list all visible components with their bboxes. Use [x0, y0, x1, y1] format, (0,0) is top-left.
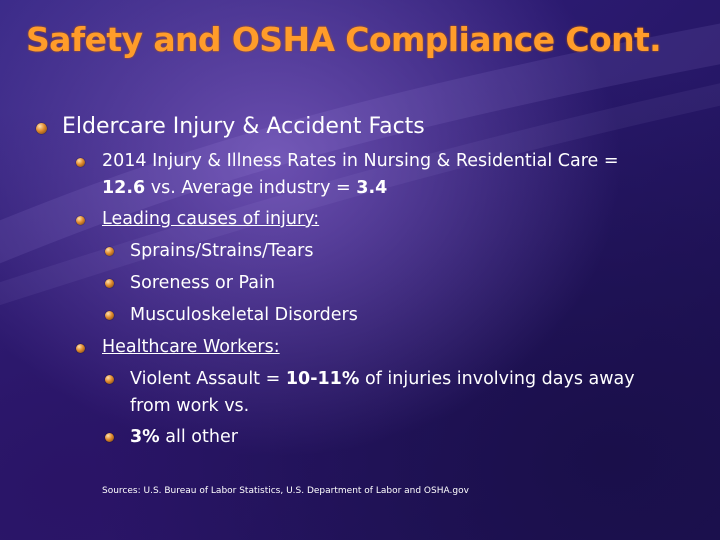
bullet-icon [105, 375, 114, 384]
rates-line-1: 2014 Injury & Illness Rates in Nursing & Residential Care = [102, 151, 619, 171]
other-value: 3% [130, 427, 160, 447]
bullet-icon [105, 279, 114, 288]
healthcare-workers-label: Healthcare Workers: [102, 337, 280, 357]
section-heading: Eldercare Injury & Accident Facts [62, 114, 425, 139]
rates-line-2 [102, 178, 387, 198]
bullet-icon [76, 344, 85, 353]
bullet-icon [76, 158, 85, 167]
slide-title: Safety and OSHA Compliance Cont. [26, 20, 662, 59]
leading-causes-label: Leading causes of injury: [102, 209, 320, 229]
cause-item: Soreness or Pain [130, 273, 275, 293]
violent-assault-line [130, 369, 635, 389]
bullet-icon [105, 433, 114, 442]
bullet-icon [36, 123, 47, 134]
vs-average-text: vs. Average industry = [150, 178, 351, 198]
violent-value: 10-11% [285, 369, 360, 389]
other-injuries-line [130, 427, 238, 447]
bullet-icon [76, 216, 85, 225]
cause-item: Musculoskeletal Disorders [130, 305, 358, 325]
cause-item: Sprains/Strains/Tears [130, 241, 314, 261]
sources-note: Sources: U.S. Bureau of Labor Statistics, U.S. Department of Labor and OSHA.gov [102, 486, 469, 496]
bullet-icon [105, 311, 114, 320]
average-rate-value: 3.4 [356, 178, 388, 198]
other-suffix: all other [165, 427, 238, 447]
nursing-rate-value: 12.6 [102, 178, 146, 198]
violent-assault-line-2: from work vs. [130, 396, 250, 416]
violent-prefix: Violent Assault = [130, 369, 281, 389]
violent-suffix: of injuries involving days away [364, 369, 635, 389]
bullet-icon [105, 247, 114, 256]
